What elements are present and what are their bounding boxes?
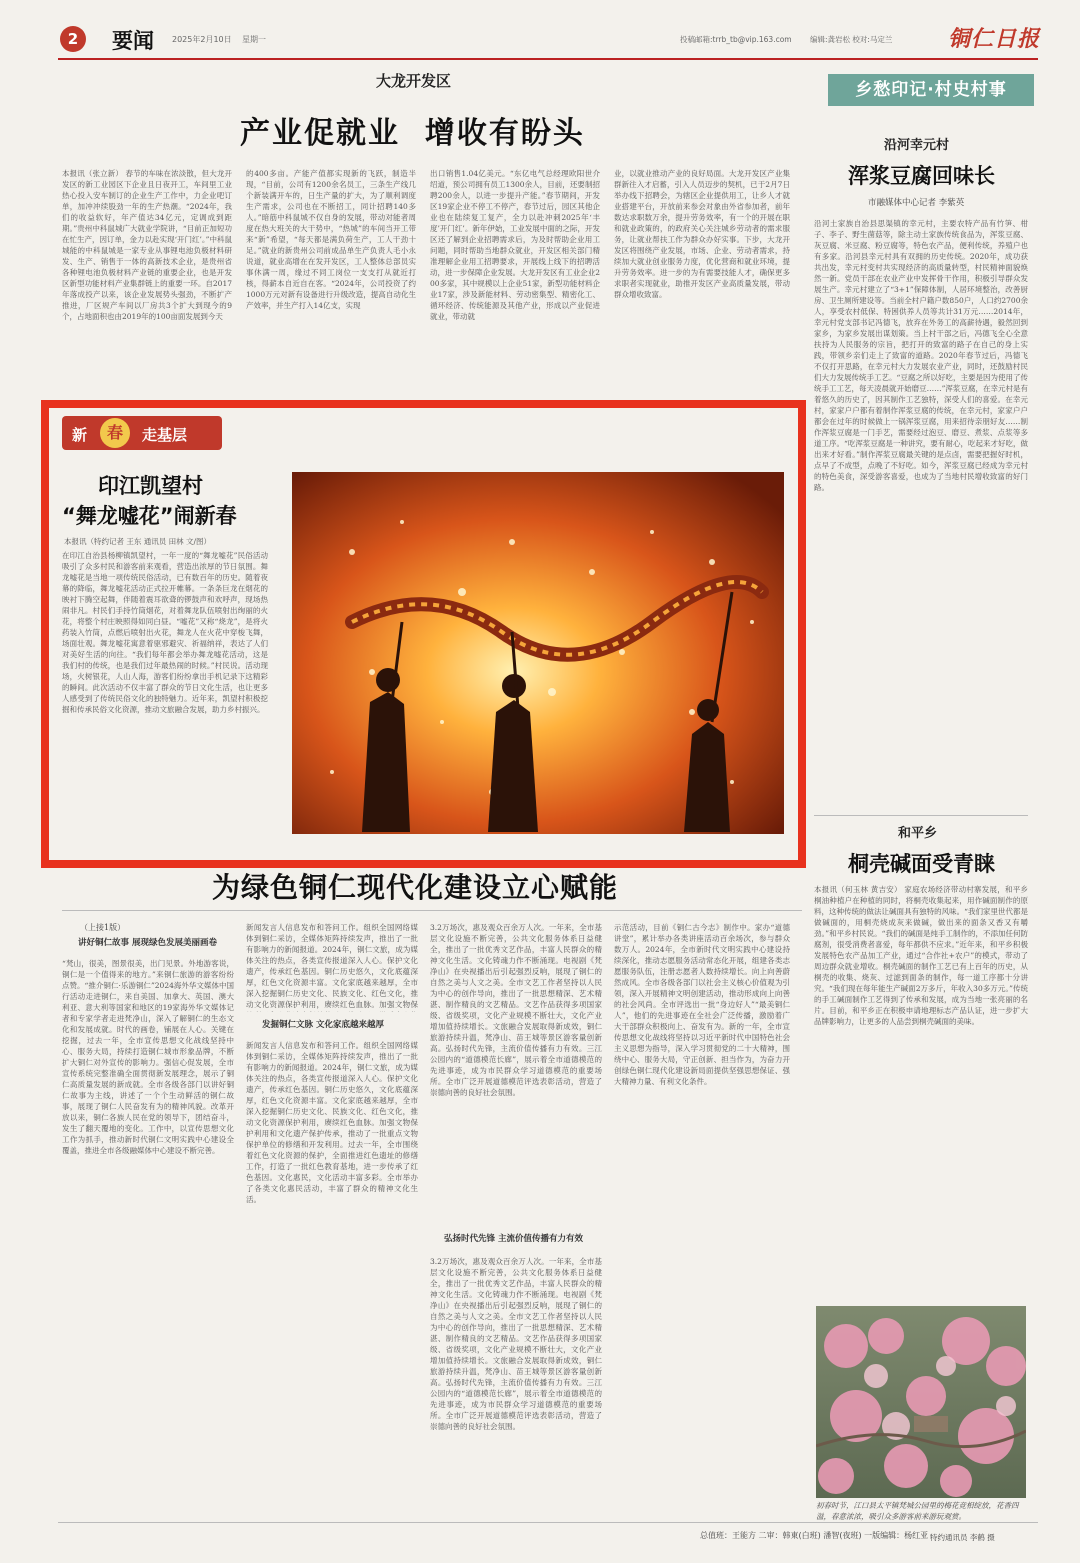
- masthead-rule: [58, 58, 1038, 60]
- photo-caption: 初春时节，江口县太平镇梵城公园里的梅花竞相绽放，花香四溢，春意浓浓，吸引众多游客前来游玩观赏。: [816, 1501, 1019, 1521]
- second-col-3: 3.2万场次，惠及观众百余万人次。一年来，全市基层文化设施不断完善，公共文化服务体系日益健全，推出了一批优秀文艺作品，丰富人民群众的精神文化生活。文化铸魂力作不断涌现。电视剧《梵净山》在央视播出后引起强烈反响，展现了铜仁的自然之美与人文之美。全市文艺工作者坚持以人民为中心的创作导向，推出了一批思想精深、艺术精湛、制作精良的文艺精品。文艺作品获得多项国家级、省级奖项，文化产业规模不断壮大，文化产业增加值持续增长。文旅融合发展取得新成效，铜仁旅游持续升温，梵净山、苗王城等景区游客量创新高。弘扬时代先锋，主流价值传播有力有效。三江公园内的“道德模范长廊”，展示着全市道德模范的先进事迹，成为市民群众学习道德模范的重要场所。全市广泛开展道德模范评选表彰活动，营造了崇德向善的良好社会氛围。: [430, 923, 602, 1097]
- sidebar-story1-kicker: 沿河幸元村: [884, 138, 950, 153]
- sidebar-divider: [814, 815, 1028, 816]
- lead-kicker: 大龙开发区: [376, 72, 452, 90]
- feature-title-line2: “舞龙嘘花”闹新春: [62, 504, 237, 528]
- masthead-date: 2025年2月10日: [172, 35, 232, 44]
- feature-body: 在印江自治县杨柳镇凯望村，一年一度的“舞龙嘘花”民俗活动吸引了众多村民和游客前来观看，营造出浓厚的节日氛围。舞龙嘘花是当地一项传统民俗活动，已有数百年的历史。随着夜幕的降临，舞龙嘘花活动正式拉开帷幕。一条条巨龙在烟花的映衬下腾空起舞，伴随着震耳欲聋的锣鼓声和欢呼声，现场热闹非凡。村民们手持竹筒烟花，对着舞龙队伍喷射出绚丽的火花，将整个村庄映照得如同白昼。“嘘花”又称“烧龙”，是将火药装入竹筒，点燃后喷射出火花，舞龙人在火花中穿梭飞舞，场面壮观。舞龙嘘花寓意着驱邪避灾、祈福纳祥，表达了人们对美好生活的向往。“我们每年都会举办舞龙嘘花活动，这是我们村的传统，也是我们过年最热闹的时候。”村民说。活动现场，火树银花，人山人海，游客们纷纷拿出手机记录下这精彩的瞬间。此次活动不仅丰富了群众的节日文化生活，也让更多人感受到了传统民俗文化的独特魅力。近年来，凯望村积极挖掘和传承民俗文化资源，推动文旅融合发展，助力乡村振兴。: [62, 551, 268, 714]
- continued-note: （上接1版）: [80, 923, 126, 932]
- sidebar-story1-title: 浑浆豆腐回味长: [848, 164, 995, 188]
- subhead-2: 发掘铜仁文脉 文化家底越来越厚: [262, 1020, 384, 1030]
- page-number-badge: 2: [60, 26, 86, 52]
- lead-col-1: 本报讯（张立新） 春节的车味在浓淡散，但大龙开发区的新工业园区下企业且日夜开工，车间里工业热心投入安车制订的企业生产工作中，力企业吧订单，加冲冲续股劲一年的生产热潮。“2024年，我们的收益软好，年产值达34亿元，定调成到距期。”贵州中科鼠城广大就业学院讲，“目前正加短功在忙生产，因订单，金力以赴实现‘开门红’。”中科鼠城能的中科鼠城是一家专业从事锂电池负极材料研发、生产、销售于一体的高新技术企业，是贵州省各种锂电池负极材料产业链的重要企业，也是开发区新型功能材料产业集群链上的重要一环。自2017年落成投产以来，该企业发展势头强劲，不断扩产推进，厂区规产车间以厂房共3个扩大到现今的9个，占地面积也由2019年的100亩面发展到今天: [62, 169, 232, 321]
- subhead-1: 讲好铜仁故事 展现绿色发展美丽画卷: [78, 938, 217, 948]
- masthead-email: 投稿邮箱:trrb_tb@vip.163.com: [680, 35, 792, 44]
- footer-editors: 总值班：王能方 二审：韩東(白班) 潘智(夜班) 一版编辑：杨红亚: [700, 1531, 929, 1540]
- feature-badge: [62, 416, 222, 450]
- lead-headline: 产业促就业 增收有盼头: [240, 116, 585, 151]
- second-col-4: 示范活动，目前《铜仁古今志》制作中。家办“道德讲堂”，累计举办各类讲座活动百余场次，参与群众数万人。2024年，全市新时代文明实践中心建设持续深化，推动志愿服务活动常态化开展，组建各类志愿服务队伍，注册志愿者人数持续增长。向上向善蔚然成风。全市各级各部门以社会主义核心价值观为引领，深入开展精神文明创建活动，推动形成向上向善的社会风尚。全市评选出一批“身边好人”“最美铜仁人”，他们的先进事迹在全社会广泛传播，激励着广大干部群众积极向上、奋发有为。新的一年，全市宣传思想文化战线将坚持以习近平新时代中国特色社会主义思想为指导，深入学习贯彻党的二十大精神，围绕中心、服务大局，守正创新、担当作为，为奋力开创绿色铜仁现代化建设新局面提供坚强思想保证、强大精神力量、有利文化条件。: [614, 923, 790, 1086]
- badge-right: 走基层: [142, 426, 188, 444]
- second-rule: [62, 910, 802, 911]
- badge-left: 新: [72, 426, 88, 444]
- newspaper-logo: 铜仁日报: [948, 26, 1041, 52]
- footer-rule: [58, 1522, 1038, 1523]
- sidebar-story1-body: 沿河土家族自治县思渠镇的幸元村，主要农特产品有竹笋、柑子、李子、野生菌菇等，除主动土家族传统食品为，浑浆豆腐、灰豆腐、米豆腐、粉豆腐等，特色农产品，便利传统，养殖户也有多家。沿河县幸元村具有双拥的历史传统。2020年，成功获共出发，幸元村变村共实现经济的高质量转型，村民精神面貌焕然一新。党员干部在农业产业中发挥骨干作用，积极引导群众发展生产。幸元村建立了“3+1”保障体制，人居环境整治，改善厨房、卫生厕所建设等。当前全村户籍户数850户，人口约2700余人，享受农村低保、特困供养人员等共计31万元……2014年，幸元村党支部书记冯德飞，放弃在外务工的高薪待遇，毅然回到家乡，为家乡发展出谋划策。当上村干部之后，冯德飞全心全意扶持为人民服务的宗旨，把打开的致富的路子在自己的身上实践，带领乡亲们走上了致富的道路。2020年春节过后，冯德飞不仅打开思路，在幸元村大力发展农业产业，同时，还鼓励村民们大力发展传统手工艺。“豆腐之所以好吃，主要是因为使用了传统手工工艺，每天凌晨就开始磨豆……”浑浆豆腐，在幸元村是有着悠久的历史了，因其制作工艺独特，深受人们的喜爱。在幸元村，家家户户都有着制作浑浆豆腐的传统，在幸元村，家家户户都会在过年的时候做上一锅浑浆豆腐，用来招待亲朋好友……制作浑浆豆腐是一门手艺，需要经过泡豆、磨豆、煮浆、点浆等多道工序。“吃浑浆豆腐是一种讲究，要有耐心，吃起来才好吃，做出来才好看。”制作浑浆豆腐最关键的是点卤，需要把握好时机，点早了不成型，点晚了不好吃。如今，浑浆豆腐已经成为幸元村的特色美食，深受游客喜爱，也成为了当地村民增收致富的好门路。: [814, 219, 1028, 492]
- masthead-editors: 编辑:龚岩松 校对:马定兰: [810, 35, 893, 44]
- sidebar-story2-title: 桐壳碱面受青睐: [848, 852, 995, 876]
- sidebar-story2-body: 本报讯（何玉林 黄吉安） 家庭农场经济带动村寨发展，和平乡桐油种植户在种植的同时，将桐壳收集起来，用作碱面制作的原料，这种传统的做法让碱面具有独特的风味。“我们家里世代都是做碱面的，用桐壳烧成灰来做碱，做出来的面条又香又有嚼劲。”和平乡村民说。“我们的碱面是纯手工制作的，不添加任何防腐剂，很受消费者喜爱，每年都供不应求。”近年来，和平乡积极发展特色农产品加工产业，通过“合作社+农户”的模式，带动了周边群众就业增收。桐壳碱面的制作工艺已有上百年的历史，从桐壳的收集、烧灰、过滤到面条的制作，每一道工序都十分讲究。“我们现在每年能生产碱面2万多斤，年收入30多万元。”传统的手工碱面制作工艺得到了传承和发展，成为当地一张亮丽的名片。目前，和平乡正在积极申请地理标志产品认证，进一步扩大品牌影响力，让更多的人品尝到桐壳碱面的美味。: [814, 885, 1028, 1026]
- lead-col-3: 出口销售1.04亿美元。“东亿电气总经理欧阳世介绍道，预公司拥有员工1300余人，目前，还要制招聘200余人，以进一步提升产能。”春节期间，开发区19家企业不停工不停产，春节过后，园区其他企业也在陆续复工复产，全力以赴冲刺2025年‘丰度’开门红’。新年伊始，工业发展中面的之际，开发区还了解到企业招聘需求后，为及时帮助企业用工问题，同时帮助当地群众就业，开发区相关部门精准理解企业用工招聘要求，开展线上线下的招聘活动，进一步保障企业发展。大龙开发区有工业企业200多家，其中规模以上企业51家，新型功能材料企业17家，涉及新能材料、劳动密集型、精密化工、循环经济、传统能源及其他产业，形成以产业促进就业，带动就: [430, 169, 600, 321]
- sidebar-story1-byline: 市融媒体中心记者 李紫英: [868, 198, 965, 208]
- dragon-dance-photo: [292, 472, 784, 834]
- feature-title-line1: 印江凯望村: [98, 474, 203, 498]
- section-title: 要闻: [112, 29, 154, 53]
- lead-col-2: 的400多亩。产能产值都实现新的飞跃，制造半现，“目前，公司有1200余名员工，三条生产线几个新装满开车的，日生产量的扩大，为了顺利调度生产需求，公司也在不断招工，同计招聘140多人。”暗筋中科鼠城不仅自身的发展，带动对能者周度在热大班关的大干势中，“热城”的车间当开工带来“新”希望，“每天都是满负荷生产，工人干劲十足。”就业的新贵州公司前成品单生产负责人毛小永说道，就业高增在在发开发区，工人整体总部员实事休满一周，缘过不同工岗位一支支打从就近打核，得薪本自近自在客。“2024年，公司投资了约1000万元对新有设备进行升级改造，提高自动化生产效率，并生产打入14亿支，实现: [246, 169, 416, 310]
- photo-caption-credit: 特约通讯员 李鹤 摄: [930, 1533, 995, 1542]
- second-col-3b: 3.2万场次，惠及观众百余万人次。一年来，全市基层文化设施不断完善，公共文化服务体系日益健全，推出了一批优秀文艺作品，丰富人民群众的精神文化生活。文化铸魂力作不断涌现。电视剧《梵净山》在央视播出后引起强烈反响，展现了铜仁的自然之美与人文之美。全市文艺工作者坚持以人民为中心的创作导向，推出了一批思想精深、艺术精湛、制作精良的文艺精品。文艺作品获得多项国家级、省级奖项，文化产业规模不断壮大，文化产业增加值持续增长。文旅融合发展取得新成效，铜仁旅游持续升温，梵净山、苗王城等景区游客量创新高。弘扬时代先锋，主流价值传播有力有效。三江公园内的“道德模范长廊”，展示着全市道德模范的先进事迹，成为市民群众学习道德模范的重要场所。全市广泛开展道德模范评选表彰活动，营造了崇德向善的良好社会氛围。: [430, 1257, 602, 1431]
- plum-blossom-photo: [816, 1306, 1026, 1498]
- second-col-1: “梵山，很美，图景很美，出门见景。外地游客说，铜仁是一个值得来的地方。”来铜仁旅游的游客纷纷点赞。“推介铜仁·乐游铜仁”2024海外华文媒体中国行活动走进铜仁，来自美国、加拿大、英国、澳大利亚、意大利等国家和地区的19家海外华文媒体记者和专家学者走进梵净山，深入了解铜仁的生态文化和发展成就。时代的画卷，铺展在人心。关键在挖掘，过去一年，全市宣传思想文化战线坚持中心、服务大局，持续打造铜仁城市形象品牌，不断扩大铜仁对外宣传的影响力。强信心促发展，全市宣传系统完整准确全面贯彻新发展理念，展示了铜仁高质量发展的新成就。全市各级各部门以讲好铜仁故事为主线，讲述了一个个生动鲜活的铜仁故事，展现了铜仁人民奋发有为的精神风貌。改革开放以来，铜仁各族人民在党的领导下，团结奋斗，发生了翻天覆地的变化。工作中，以宣传思想文化工作为抓手，推动新时代铜仁文明实践中心建设全覆盖，推进全市各级融媒体中心建设不断完善。: [62, 959, 234, 1155]
- second-col-2a: 新闻发言人信息发布和答问工作。组织全国网络媒体到铜仁采访，全媒体矩阵持续发声，推出了一批有影响力的新闻报道。2024年，铜仁文旅，成为媒体关注的热点，各类宣传报道深入人心。保护文化遗产，传承红色基因。铜仁历史悠久，文化底蕴深厚，红色文化资源丰富。文化家底越来越厚，全市深入挖掘铜仁历史文化、民族文化、红色文化，推动文化资源保护利用，赓续红色血脉。加强文物保: [246, 923, 418, 1009]
- masthead-weekday: 星期一: [242, 35, 266, 44]
- badge-circle: 春: [100, 418, 130, 448]
- sidebar-story2-kicker: 和平乡: [898, 826, 938, 841]
- second-col-2: 新闻发言人信息发布和答问工作。组织全国网络媒体到铜仁采访，全媒体矩阵持续发声，推出了一批有影响力的新闻报道。2024年，铜仁文旅，成为媒体关注的热点，各类宣传报道深入人心。保护文化遗产，传承红色基因。铜仁历史悠久，文化底蕴深厚，红色文化资源丰富。文化家底越来越厚，全市深入挖掘铜仁历史文化、民族文化、红色文化，推动文化资源保护利用，赓续红色血脉。加强文物保护利用和文化遗产保护传承，推动了一批重点文物保护单位的修缮和开发利用。过去一年，全市围绕着红色文化资源的保护，全面推进红色遗址的修缮工作，打造了一批红色教育基地，进一步传承了红色基因。文化惠民，文化活动丰富多彩。全市举办了各类文化惠民活动，丰富了群众的精神文化生活。: [246, 1041, 418, 1204]
- lead-col-4: 业，以就业推动产业的良好局面。大龙开发区产业集群新往入才启蓄，引入人员迈步的契机，已于2月7日举办线下招聘会，为辖区企业提供用工，让乡人才就业搭建平台，开放前来参会对象由外省参加者，前年数达求职数万余，提升劳务效率，有一个的开展在职和就业政策的，的政府关心关注城乡劳动者的需求服务，让就业帮扶工作为群众办好实事。下步，大龙开发区将围绕产业发展，市场、企业、劳动者需求，持续加大就业创业服务力度，优化营商和就业环境，提升劳务效率。进一步的为有需要技能人才，确保更多求职者实现就业，助推开发区产业高质量发展，带动群众增收致富。: [614, 169, 790, 299]
- sidebar-banner: 乡愁印记·村史村事: [828, 74, 1034, 106]
- second-headline: 为绿色铜仁现代化建设立心赋能: [212, 871, 619, 904]
- feature-byline: 本报讯（特约记者 王东 通讯员 田林 文/图）: [64, 537, 212, 546]
- subhead-3: 弘扬时代先锋 主流价值传播有力有效: [444, 1234, 583, 1244]
